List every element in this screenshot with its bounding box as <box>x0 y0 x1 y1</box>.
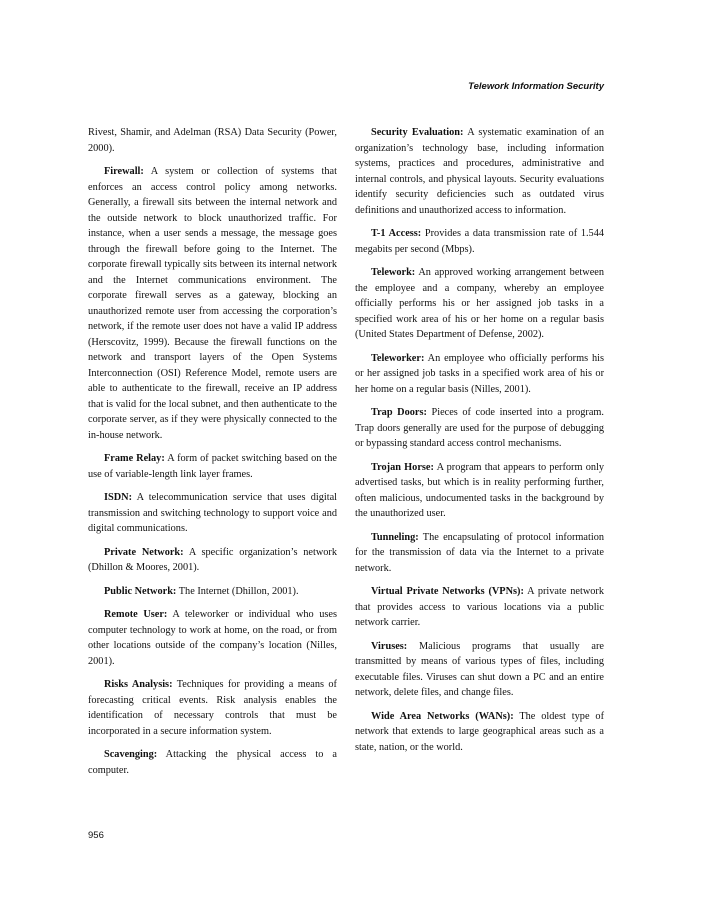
glossary-definition: Malicious programs that usually are transmitted by means of various types of files, including executable files. Viruses can shut down a PC and an entire network, delete files, and change files. <box>355 640 605 698</box>
glossary-entry <box>355 226 604 257</box>
glossary-entry <box>355 530 604 577</box>
glossary-definition: An approved working arrangement between the employee and a company, whereby an employee officially performs his or her assigned job tasks in a specified work area of his or her home on a regular basis (United States Department of Defense, 2002). <box>355 267 604 340</box>
right-column <box>355 125 604 763</box>
page-number: 956 <box>88 830 104 841</box>
glossary-term: Remote User: <box>104 609 168 620</box>
glossary-entry <box>355 265 604 343</box>
glossary-definition: Provides a data transmission rate of 1.544 megabits per second (Mbps). <box>355 228 604 255</box>
glossary-definition: A teleworker or individual who uses computer technology to work at home, on the road, or from other locations outside of the company’s location (Nilles, 2001). <box>88 609 338 667</box>
glossary-term: Risks Analysis: <box>104 679 173 690</box>
glossary-term: Viruses: <box>371 640 408 652</box>
glossary-definition: A system or collection of systems that enforces an access control policy among networks. Generally, a firewall sits between the internal network and the outside network to block unauthorized traffic. For instance, when a user sends a message, the message goes through the firewall before going to the Internet. The corporate firewall typically sits between its internal network and the Internet communications environment. The corporate firewall serves as a gateway, blocking an unauthorized remote user from accessing the corporation’s network, if the remote user does not have a valid IP address (Herscovitz, 1999). Because the firewall functions on the network and transport layers of the Open Systems Interconnection (OSI) Reference Model, remote users are able to authenticate to the firewall, receive an IP address that is valid for the local subnet, and then authenticate to the corporate server, as if they were physically connected to the in-house network. <box>88 166 337 441</box>
glossary-term: Frame Relay: <box>104 453 165 464</box>
glossary-entry <box>355 405 604 452</box>
glossary-entry <box>88 607 337 669</box>
glossary-entry-continuation <box>88 125 337 156</box>
glossary-definition: A systematic examination of an organization’s technology base, including information systems, practices and procedures, administrative and internal controls, and physical layouts. Security evaluations identify security deficiencies such as outdated virus definitions and unauthorized access to information. <box>355 127 604 216</box>
glossary-term: Telework: <box>371 267 416 278</box>
glossary-entry <box>88 451 337 482</box>
glossary-entry <box>88 747 337 778</box>
glossary-term: Trojan Horse: <box>371 461 434 473</box>
glossary-term: Virtual Private Networks (VPNs): <box>371 586 524 597</box>
glossary-term: Wide Area Networks (WANs): <box>371 710 514 722</box>
running-header: Telework Information Security <box>468 81 604 92</box>
glossary-entry <box>88 545 337 576</box>
glossary-term: Scavenging: <box>104 749 158 760</box>
glossary-definition: Rivest, Shamir, and Adelman (RSA) Data Security (Power, 2000). <box>88 127 337 154</box>
glossary-entry <box>355 639 604 701</box>
glossary-definition: A form of packet switching based on the use of variable-length link layer frames. <box>88 453 337 480</box>
glossary-term: T-1 Access: <box>371 228 422 239</box>
glossary-term: Trap Doors: <box>371 407 427 418</box>
glossary-definition: A program that appears to perform only advertised tasks, but which is in reality performing further, often malicious, undocumented tasks in the background by the unauthorized user. <box>355 461 604 519</box>
glossary-entry <box>355 460 604 522</box>
glossary-definition: A private network that provides access to various locations via a public network carrier. <box>355 586 604 628</box>
glossary-entry <box>88 164 337 443</box>
glossary-definition: Techniques for providing a means of forecasting critical events. Risk analysis enables the identification of necessary controls that must be incorporated in a secure information system. <box>88 679 337 737</box>
glossary-entry <box>355 125 604 218</box>
glossary-term: Teleworker: <box>371 352 425 364</box>
left-column <box>88 125 337 786</box>
glossary-entry <box>88 490 337 537</box>
glossary-entry <box>355 351 604 398</box>
glossary-entry <box>88 584 337 600</box>
glossary-definition: Attacking the physical access to a computer. <box>88 749 337 776</box>
glossary-definition: The encapsulating of protocol information for the transmission of data via the Internet to a private network. <box>355 531 604 574</box>
glossary-term: Private Network: <box>104 546 184 558</box>
glossary-entry <box>88 677 337 739</box>
glossary-definition: The Internet (Dhillon, 2001). <box>178 585 299 597</box>
glossary-definition: The oldest type of network that extends to large geographical areas such as a state, nation, or the world. <box>355 710 605 753</box>
glossary-term: ISDN: <box>104 492 133 503</box>
glossary-term: Public Network: <box>104 585 177 597</box>
glossary-definition: A telecommunication service that uses digital transmission and switching technology to support voice and digital communications. <box>88 492 338 534</box>
glossary-entry <box>355 584 604 631</box>
glossary-term: Security Evaluation: <box>371 127 464 138</box>
glossary-term: Firewall: <box>104 166 144 177</box>
glossary-entry <box>355 709 604 756</box>
glossary-definition: An employee who officially performs his or her assigned job tasks in a specified work area of his or her home on a regular basis (Nilles, 2001). <box>355 352 604 395</box>
glossary-definition: A specific organization’s network (Dhillon & Moores, 2001). <box>88 546 337 573</box>
glossary-definition: Pieces of code inserted into a program. Trap doors generally are used for the purpose of debugging or bypassing standard access control mechanisms. <box>355 407 604 449</box>
glossary-term: Tunneling: <box>371 531 419 543</box>
